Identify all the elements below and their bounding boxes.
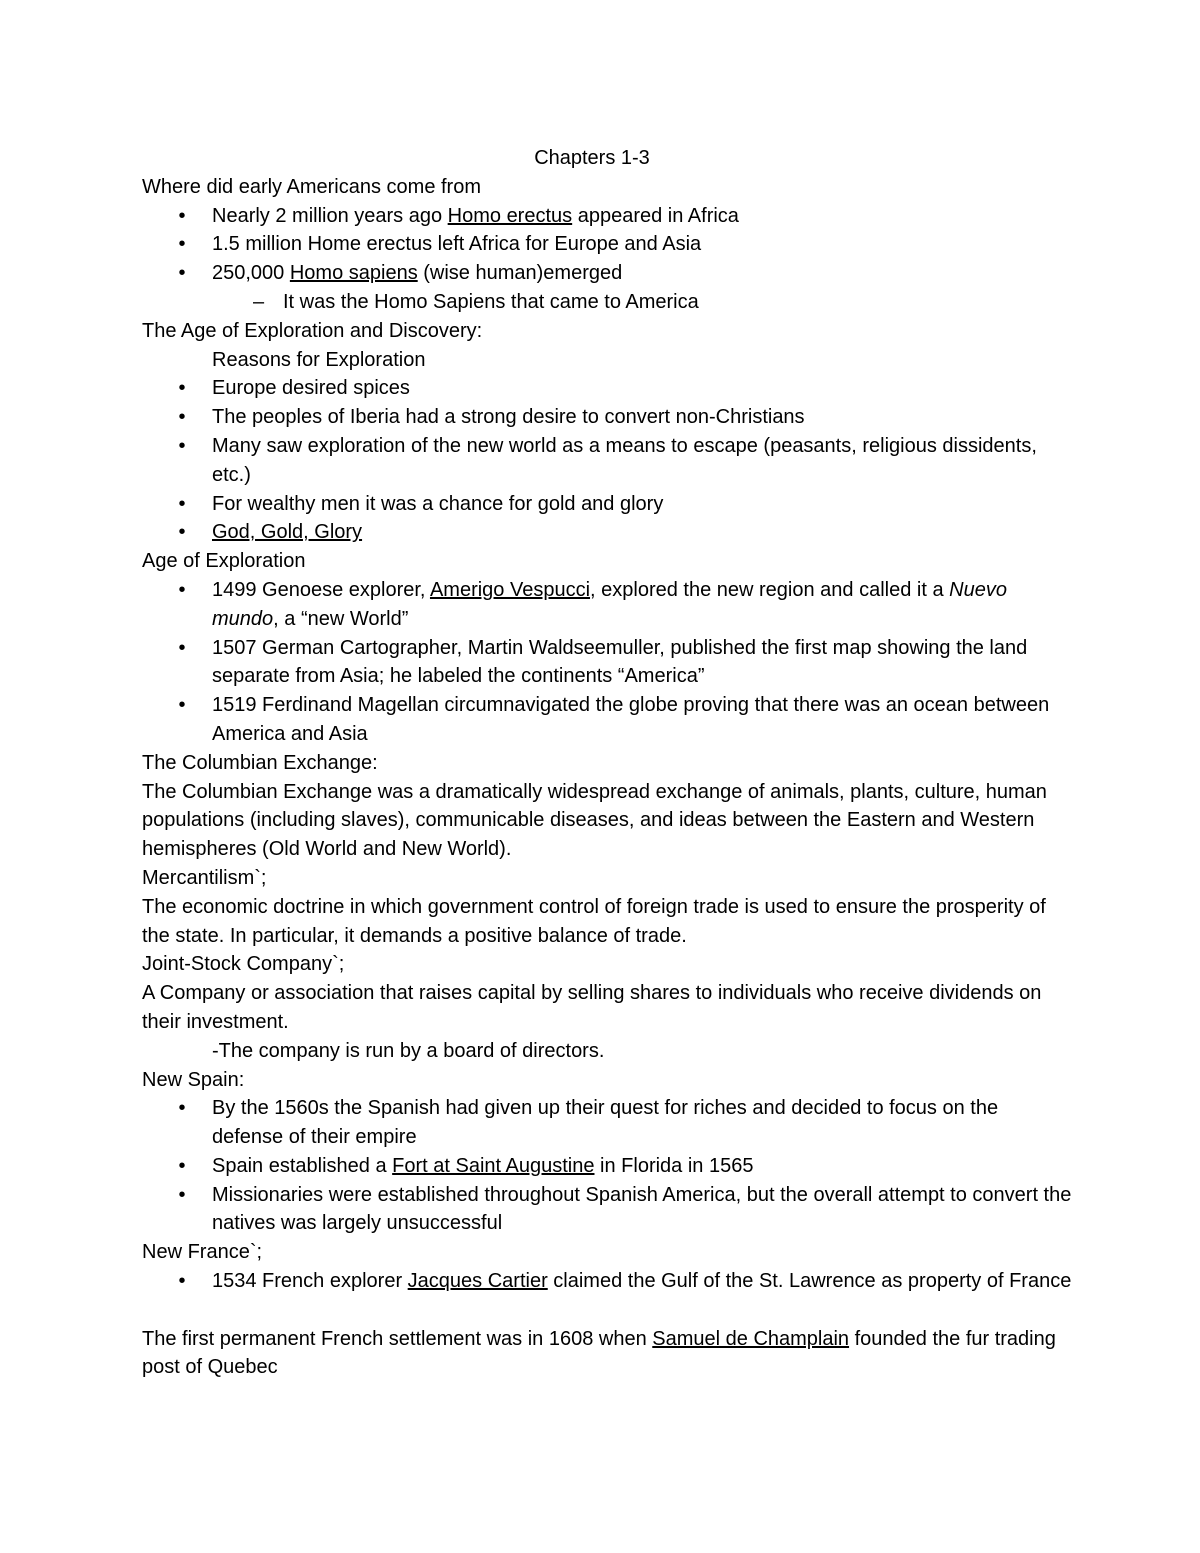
section-heading-new-france: New France`;	[142, 1241, 263, 1264]
section-heading-mercantilism: Mercantilism`;	[142, 866, 267, 889]
bullet-icon: •	[178, 636, 186, 659]
bullet-icon: •	[178, 1183, 186, 1206]
list-item: • Spain established a Fort at Saint Augustine in Florida in 1565	[142, 1152, 1072, 1181]
list-item: • 1534 French explorer Jacques Cartier claimed the Gulf of the St. Lawrence as property of France	[142, 1267, 1072, 1296]
list-item	[142, 518, 1072, 547]
list-item: • For wealthy men it was a chance for gold and glory	[142, 490, 1072, 519]
bullet-icon: •	[178, 1097, 186, 1120]
bullet-icon: •	[178, 578, 186, 601]
section-heading-age-of-exploration: Age of Exploration	[142, 550, 306, 573]
section-heading-new-spain: New Spain:	[142, 1068, 245, 1091]
paragraph: The Columbian Exchange was a dramatically widespread exchange of animals, plants, culture, human populations (including slaves), communicable diseases, and ideas between the Eastern and Western hemispheres (Old World and New World).	[142, 780, 1047, 861]
blank-line	[142, 1296, 1072, 1325]
italic-term: Nuevo mundo	[212, 578, 1007, 630]
list-item: • 1.5 million Home erectus left Africa for Europe and Asia	[142, 230, 1072, 259]
page-title: Chapters 1-3	[534, 147, 650, 169]
bullet-icon: •	[178, 377, 186, 400]
sub-list-item: – It was the Homo Sapiens that came to America	[142, 288, 1072, 317]
bullet-icon: •	[178, 233, 186, 256]
paragraph: The economic doctrine in which government control of foreign trade is used to ensure the prosperity of the state. In particular, it demands a positive balance of trade.	[142, 895, 1046, 947]
paragraph: The first permanent French settlement was in 1608 when Samuel de Champlain founded the fur trading post of Quebec	[142, 1327, 1056, 1379]
indented-note: -The company is run by a board of directors.	[212, 1039, 605, 1062]
list-item: • Many saw exploration of the new world as a means to escape (peasants, religious dissidents, etc.)	[142, 432, 1072, 490]
underlined-term: Amerigo Vespucci	[429, 578, 591, 601]
list-item: • Missionaries were established throughout Spanish America, but the overall attempt to convert the natives was largely unsuccessful	[142, 1181, 1072, 1239]
bullet-icon: •	[178, 1270, 186, 1293]
list-item: • 1499 Genoese explorer, Amerigo Vespucci, explored the new region and called it a Nuevo mundo, a “new World”	[142, 576, 1072, 634]
underlined-term: God, Gold, Glory	[212, 521, 363, 544]
sub-heading: Reasons for Exploration	[212, 348, 426, 371]
list-item: • 250,000 Homo sapiens (wise human)emerged	[142, 259, 1072, 288]
underlined-term: Samuel de Champlain	[652, 1327, 850, 1350]
underlined-term: Jacques Cartier	[407, 1270, 548, 1293]
bullet-icon: •	[178, 492, 186, 515]
paragraph: A Company or association that raises capital by selling shares to individuals who receive dividends on their investment.	[142, 982, 1042, 1033]
underlined-term: Fort at Saint Augustine	[392, 1154, 595, 1177]
underlined-term: Homo sapiens	[289, 262, 418, 285]
bullet-icon: •	[178, 204, 186, 227]
bullet-icon: •	[178, 521, 186, 544]
section-heading-age-of-exploration-discovery: The Age of Exploration and Discovery:	[142, 319, 483, 342]
list-item: • 1519 Ferdinand Magellan circumnavigated the globe proving that there was an ocean between America and Asia	[142, 691, 1072, 749]
section-heading-columbian-exchange: The Columbian Exchange:	[142, 751, 378, 774]
bullet-icon: •	[178, 694, 186, 717]
bullet-icon: •	[178, 1154, 186, 1177]
underlined-term: Homo erectus	[447, 204, 573, 227]
list-item: • Europe desired spices	[142, 374, 1072, 403]
list-item: • 1507 German Cartographer, Martin Waldseemuller, published the first map showing the land separate from Asia; he labeled the continents “America”	[142, 634, 1072, 692]
section-heading-joint-stock-company: Joint-Stock Company`;	[142, 953, 345, 976]
dash-icon: –	[253, 290, 265, 313]
document-body	[142, 144, 1072, 1382]
bullet-icon: •	[178, 434, 186, 457]
bullet-icon: •	[178, 406, 186, 429]
list-item: • The peoples of Iberia had a strong desire to convert non-Christians	[142, 403, 1072, 432]
list-item: • Nearly 2 million years ago Homo erectus appeared in Africa	[142, 202, 1072, 231]
section-heading-early-americans: Where did early Americans come from	[142, 175, 482, 198]
bullet-icon: •	[178, 262, 186, 285]
list-item: • By the 1560s the Spanish had given up their quest for riches and decided to focus on the defense of their empire	[142, 1094, 1072, 1152]
